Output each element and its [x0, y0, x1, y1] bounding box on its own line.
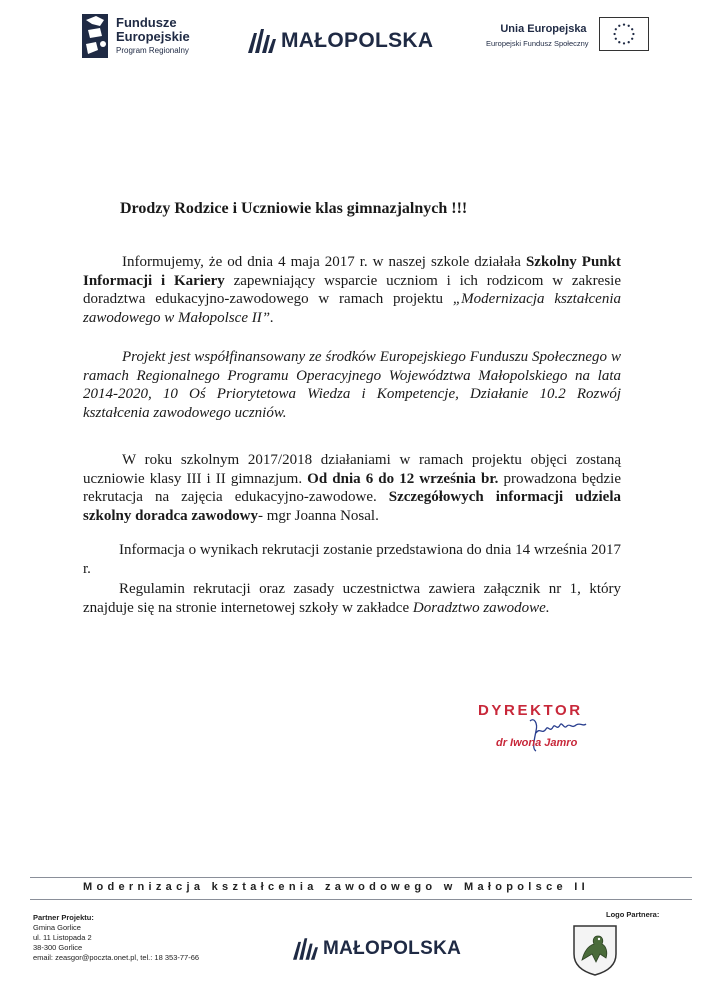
signature-title: DYREKTOR	[478, 702, 583, 719]
p3-text-e: - mgr Joanna Nosal.	[258, 507, 379, 524]
p2-text: Projekt jest współfinansowany ze środków Europejskiego Funduszu Społecznego w ramach Regionalnego Programu Operacyjnego Województwa Małopolskiego na lata 2014-2020, 10 Oś Priorytetowa Wiedza i Kompetencje, Działanie 10.2 Rozwój kształcenia zawodowego uczniów.	[83, 349, 621, 421]
partner-info	[33, 913, 199, 963]
logo-partner-label: Logo Partnera:	[606, 910, 660, 919]
malopolska-logo-header	[248, 29, 433, 53]
partner-line-street: ul. 11 Listopada 2	[33, 933, 92, 942]
handwritten-signature	[526, 715, 588, 755]
paragraph-regulations	[83, 580, 621, 617]
eu-logo-line2: Europejski Fundusz Społeczny	[486, 39, 589, 48]
paragraph-funding	[83, 348, 621, 422]
p3-dates: Od dnia 6 do 12 września br.	[307, 470, 499, 487]
fe-logo-line2: Europejskie	[116, 29, 190, 44]
partner-line-contact: email: zeasgor@poczta.onet.pl, tel.: 18 353-77-66	[33, 953, 200, 962]
p1-spik-name: Szkolny Punkt Informacji i Kariery	[83, 254, 621, 289]
fundusze-europejskie-logo	[82, 14, 212, 60]
malopolska-mountain-icon	[248, 29, 276, 53]
footer-divider-top	[30, 877, 692, 878]
p5-tab-name: Doradztwo zawodowe.	[412, 599, 550, 616]
paragraph-spik	[83, 253, 621, 327]
p3-contact-info: Szczegółowych informacji udziela szkolny doradca zawodowy	[83, 489, 621, 524]
eu-flag-icon	[599, 17, 649, 51]
p1-text-a: Informujemy, że od dnia 4 maja 2017 r. w naszej szkole działała	[122, 254, 526, 270]
p5-text-a: Regulamin rekrutacji oraz zasady uczestnictwa zawiera załącznik nr 1, który znajduje się na stronie internetowej szkoły w zakładce	[83, 581, 621, 616]
p3-text-a: W roku szkolnym 2017/2018 działaniami w ramach projektu objęci zostaną uczniowie klasy III i II gimnazjum.	[83, 452, 621, 487]
eu-logo-text	[486, 22, 589, 50]
malopolska-wordmark: MAŁOPOLSKA	[281, 29, 434, 52]
letter-heading: Drodzy Rodzice i Uczniowie klas gimnazjalnych !!!	[120, 200, 468, 217]
p1-project-name: „Modernizacja kształcenia zawodowego w Małopolsce II”.	[83, 291, 621, 326]
fe-logo-line3: Program Regionalny	[116, 46, 189, 55]
malopolska-mountain-icon	[293, 938, 318, 960]
eu-logo-line1: Unia Europejska	[500, 23, 587, 35]
signature-name: dr Iwona Jamro	[496, 737, 578, 749]
p1-text-c: zapewniający wsparcie uczniom i ich rodzicom w zakresie doradztwa edukacyjno-zawodowego w ramach projektu	[83, 272, 621, 308]
partner-heading: Partner Projektu:	[33, 913, 94, 922]
partner-line-name: Gmina Gorlice	[33, 923, 81, 932]
footer-project-title: Modernizacja kształcenia zawodowego w Małopolsce II	[83, 881, 589, 893]
paragraph-results	[83, 541, 621, 578]
footer-divider-bottom	[30, 899, 692, 900]
paragraph-recruitment	[83, 451, 621, 525]
malopolska-logo-footer	[293, 938, 461, 960]
fundusze-europejskie-icon	[82, 14, 110, 60]
p3-text-c: prowadzona będzie rekrutacja na zajęcia edukacyjno-zawodowe.	[83, 470, 621, 506]
gorlice-crest-icon	[572, 924, 618, 976]
partner-line-city: 38-300 Gorlice	[33, 943, 83, 952]
malopolska-wordmark-footer: MAŁOPOLSKA	[323, 938, 462, 959]
p4-text: Informacja o wynikach rekrutacji zostanie przedstawiona do dnia 14 września 2017 r.	[83, 542, 621, 577]
fe-logo-line1: Fundusze	[116, 15, 177, 30]
